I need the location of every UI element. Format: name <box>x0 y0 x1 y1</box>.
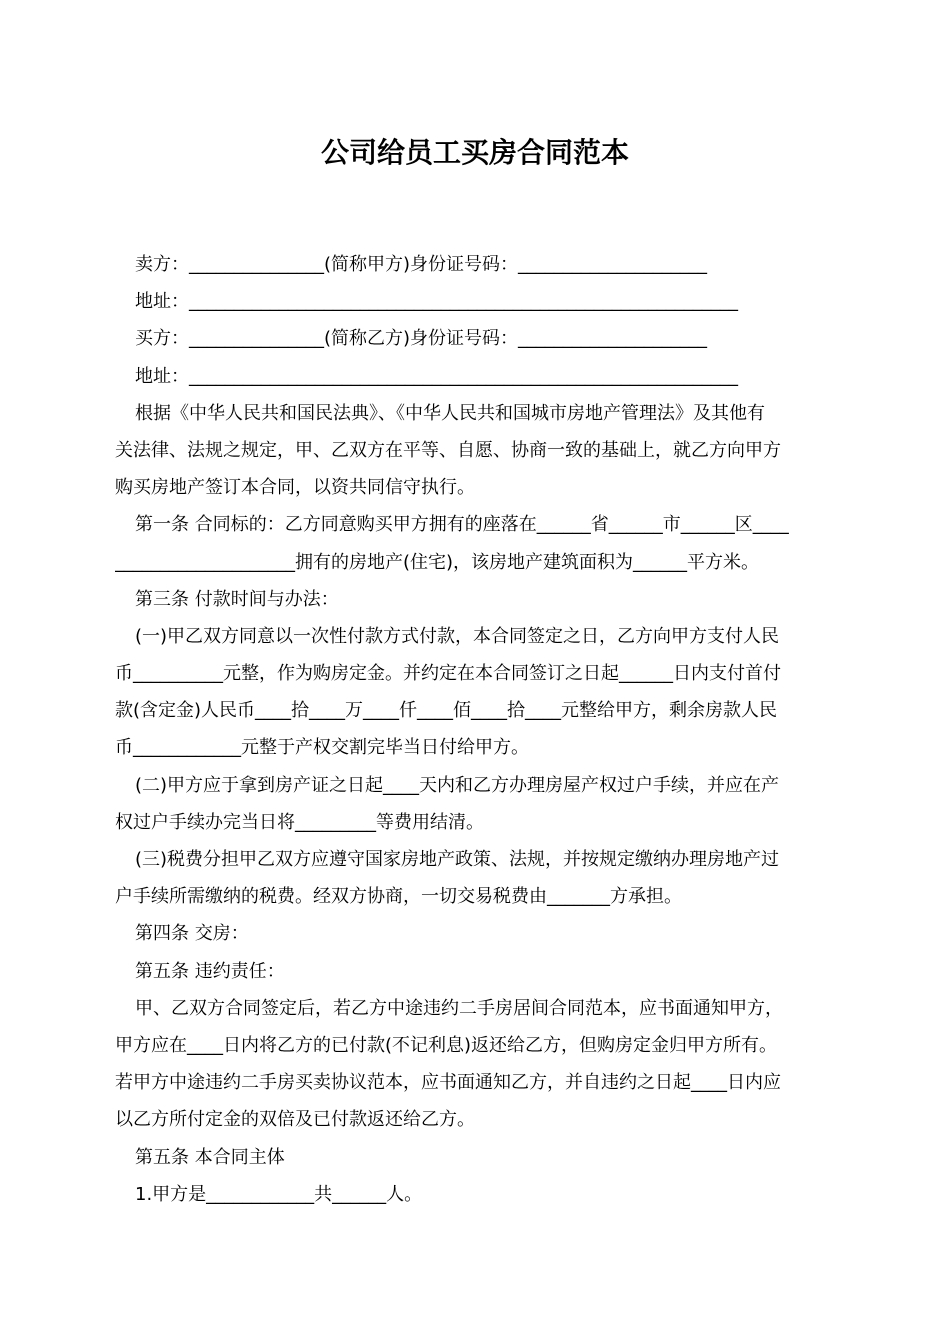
seller-address-line: 地址：_____________________________________________________________ <box>135 291 738 313</box>
article-3-item-1-line-2: 币__________元整，作为购房定金。并约定在本合同签订之日起______日内支付首付 <box>115 663 781 685</box>
party-a-count-line: 1.甲方是____________共______人。 <box>135 1183 423 1205</box>
article-3-item-2-line-1: (二)甲方应于拿到房产证之日起____天内和乙方办理房屋产权过户手续，并应在产 <box>135 774 780 796</box>
document-title: 公司给员工买房合同范本 <box>320 136 629 169</box>
article-5b-heading: 第五条 本合同主体 <box>135 1146 285 1168</box>
buyer-line: 买方：_______________(简称乙方)身份证号码：_____________________ <box>135 328 708 350</box>
document-body <box>115 246 837 1213</box>
article-1-line-1: 第一条 合同标的：乙方同意购买甲方拥有的座落在______省______市______区____ <box>135 514 789 536</box>
article-3-item-2-line-2: 权过户手续办完当日将_________等费用结清。 <box>115 811 484 833</box>
preamble-line-1: 根据《中华人民共和国民法典》、《中华人民共和国城市房地产管理法》及其他有 <box>135 402 765 424</box>
preamble-line-3: 购买房地产签订本合同，以资共同信守执行。 <box>115 477 475 499</box>
article-3-item-1-line-3: 款(含定金)人民币____拾____万____仟____佰____拾____元整给甲方，剩余房款人民 <box>115 700 778 722</box>
article-3-item-3-line-1: (三)税费分担甲乙双方应遵守国家房地产政策、法规，并按规定缴纳办理房地产过 <box>135 849 780 870</box>
article-5-line-4: 以乙方所付定金的双倍及已付款返还给乙方。 <box>115 1109 475 1131</box>
seller-line: 卖方：_______________(简称甲方)身份证号码：_____________________ <box>135 254 708 275</box>
article-3-item-1-line-1: (一)甲乙双方同意以一次性付款方式付款，本合同签定之日，乙方向甲方支付人民 <box>135 625 780 647</box>
article-3-item-3-line-2: 户手续所需缴纳的税费。经双方协商，一切交易税费由_______方承担。 <box>115 886 682 908</box>
article-3-heading: 第三条 付款时间与办法： <box>135 588 339 610</box>
article-3-item-1-line-4: 币____________元整于产权交割完毕当日付给甲方。 <box>115 737 529 759</box>
article-4-heading: 第四条 交房： <box>135 923 249 945</box>
article-5-line-2: 甲方应在____日内将乙方的已付款(不记利息)返还给乙方，但购房定金归甲方所有。 <box>115 1034 778 1056</box>
article-5-line-3: 若甲方中途违约二手房买卖协议范本，应书面通知乙方，并自违约之日起____日内应 <box>115 1072 781 1094</box>
article-5-heading: 第五条 违约责任： <box>135 960 285 982</box>
article-1-line-2: ____________________拥有的房地产(住宅)，该房地产建筑面积为______平方米。 <box>115 551 760 573</box>
preamble-line-2: 关法律、法规之规定，甲、乙双方在平等、自愿、协商一致的基础上，就乙方向甲方 <box>115 439 781 461</box>
buyer-address-line: 地址：_____________________________________________________________ <box>135 365 738 387</box>
article-5-line-1: 甲、乙双方合同签定后，若乙方中途违约二手房居间合同范本，应书面通知甲方， <box>135 997 783 1019</box>
